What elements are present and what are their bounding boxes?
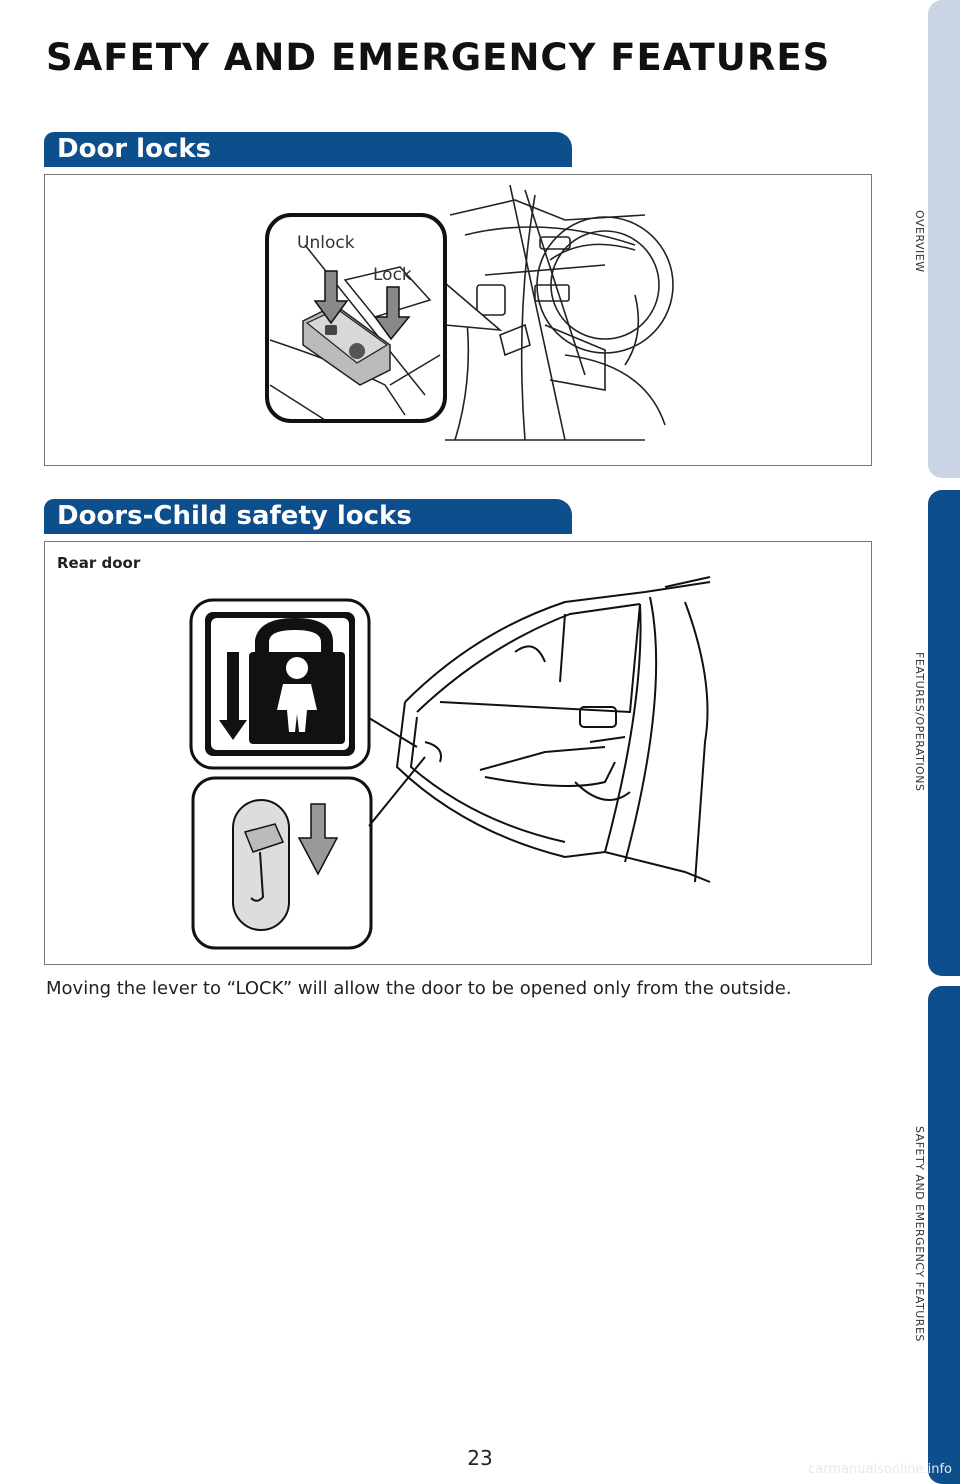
child-lock-caption: Moving the lever to “LOCK” will allow the door to be opened only from the outside. — [46, 978, 792, 999]
page-number: 23 — [467, 1446, 493, 1470]
rear-door-illustration — [45, 542, 873, 966]
unlock-label: Unlock — [297, 233, 355, 253]
rear-door-subheading: Rear door — [57, 554, 141, 572]
watermark: carmanualsonline.info — [808, 1462, 952, 1477]
side-tab-overview[interactable] — [928, 0, 960, 478]
side-tab-features-operations[interactable] — [928, 490, 960, 976]
section-heading-door-locks: Door locks — [44, 132, 572, 167]
section-heading-child-safety-locks: Doors-Child safety locks — [44, 499, 572, 534]
side-label-safety-emergency: SAFETY AND EMERGENCY FEATURES — [913, 1126, 926, 1342]
side-label-overview: OVERVIEW — [913, 210, 926, 273]
door-locks-figure — [44, 174, 872, 466]
door-lock-switch-illustration — [45, 175, 873, 467]
child-safety-locks-figure — [44, 541, 872, 965]
lock-label: Lock — [373, 265, 412, 285]
page-title: SAFETY AND EMERGENCY FEATURES — [46, 36, 831, 79]
side-label-features-operations: FEATURES/OPERATIONS — [913, 652, 926, 792]
side-navigation — [928, 0, 960, 1484]
side-tab-safety-emergency[interactable] — [928, 986, 960, 1484]
